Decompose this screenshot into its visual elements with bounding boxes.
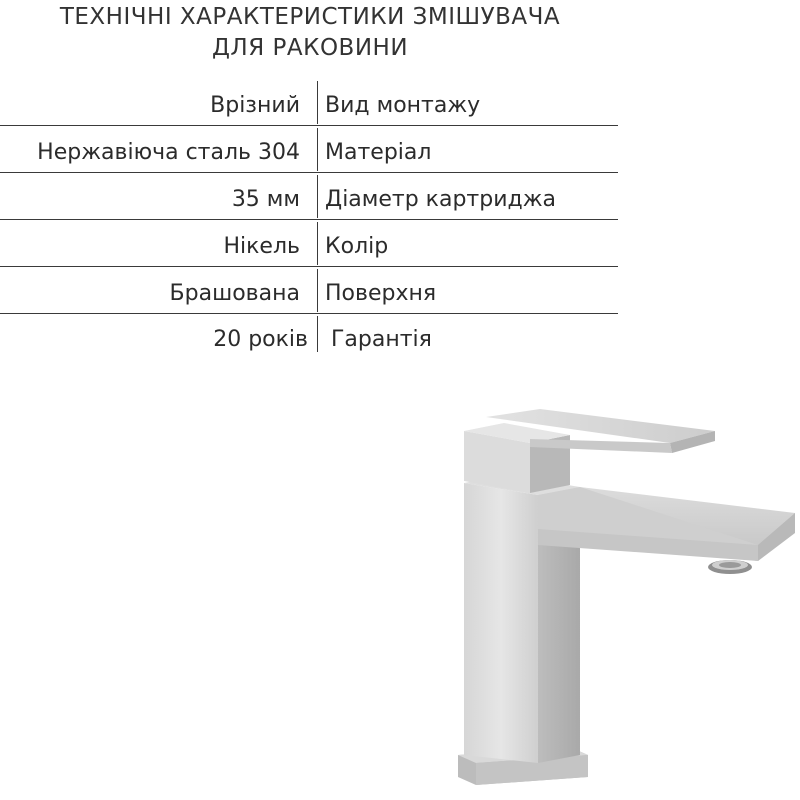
spec-row-color xyxy=(0,220,618,267)
page-title: ТЕХНІЧНІ ХАРАКТЕРИСТИКИ ЗМІШУВАЧА xyxy=(59,4,561,30)
column-divider xyxy=(317,222,318,265)
column-divider xyxy=(317,269,318,312)
spec-value: Нікель xyxy=(223,234,300,259)
spec-label: Матеріал xyxy=(325,140,432,165)
page-subtitle: ДЛЯ РАКОВИНИ xyxy=(211,35,409,61)
spec-label: Вид монтажу xyxy=(325,93,481,118)
spec-value: Нержавіюча сталь 304 xyxy=(37,140,300,165)
spec-value: 35 мм xyxy=(231,187,300,212)
spec-label: Поверхня xyxy=(325,281,437,306)
spec-label: Колір xyxy=(325,234,389,259)
spec-value: 20 років xyxy=(213,327,308,352)
spec-value: Врізний xyxy=(210,93,300,118)
spout-aerator xyxy=(708,560,752,574)
column-divider xyxy=(317,316,318,352)
spec-label: Гарантія xyxy=(331,327,432,352)
column-divider xyxy=(317,175,318,218)
column-divider xyxy=(317,81,318,124)
spec-row-surface xyxy=(0,267,618,314)
spec-table xyxy=(0,0,620,360)
spec-row-material xyxy=(0,126,618,173)
spec-label: Діаметр картриджа xyxy=(325,187,557,212)
faucet-cartridge-housing xyxy=(464,423,570,493)
column-divider xyxy=(317,128,318,171)
faucet-image xyxy=(440,395,800,795)
spec-row-warranty xyxy=(0,314,618,354)
spec-row-cartridge xyxy=(0,173,618,220)
spec-row-mounting xyxy=(0,79,618,126)
spec-value: Брашована xyxy=(169,281,300,306)
